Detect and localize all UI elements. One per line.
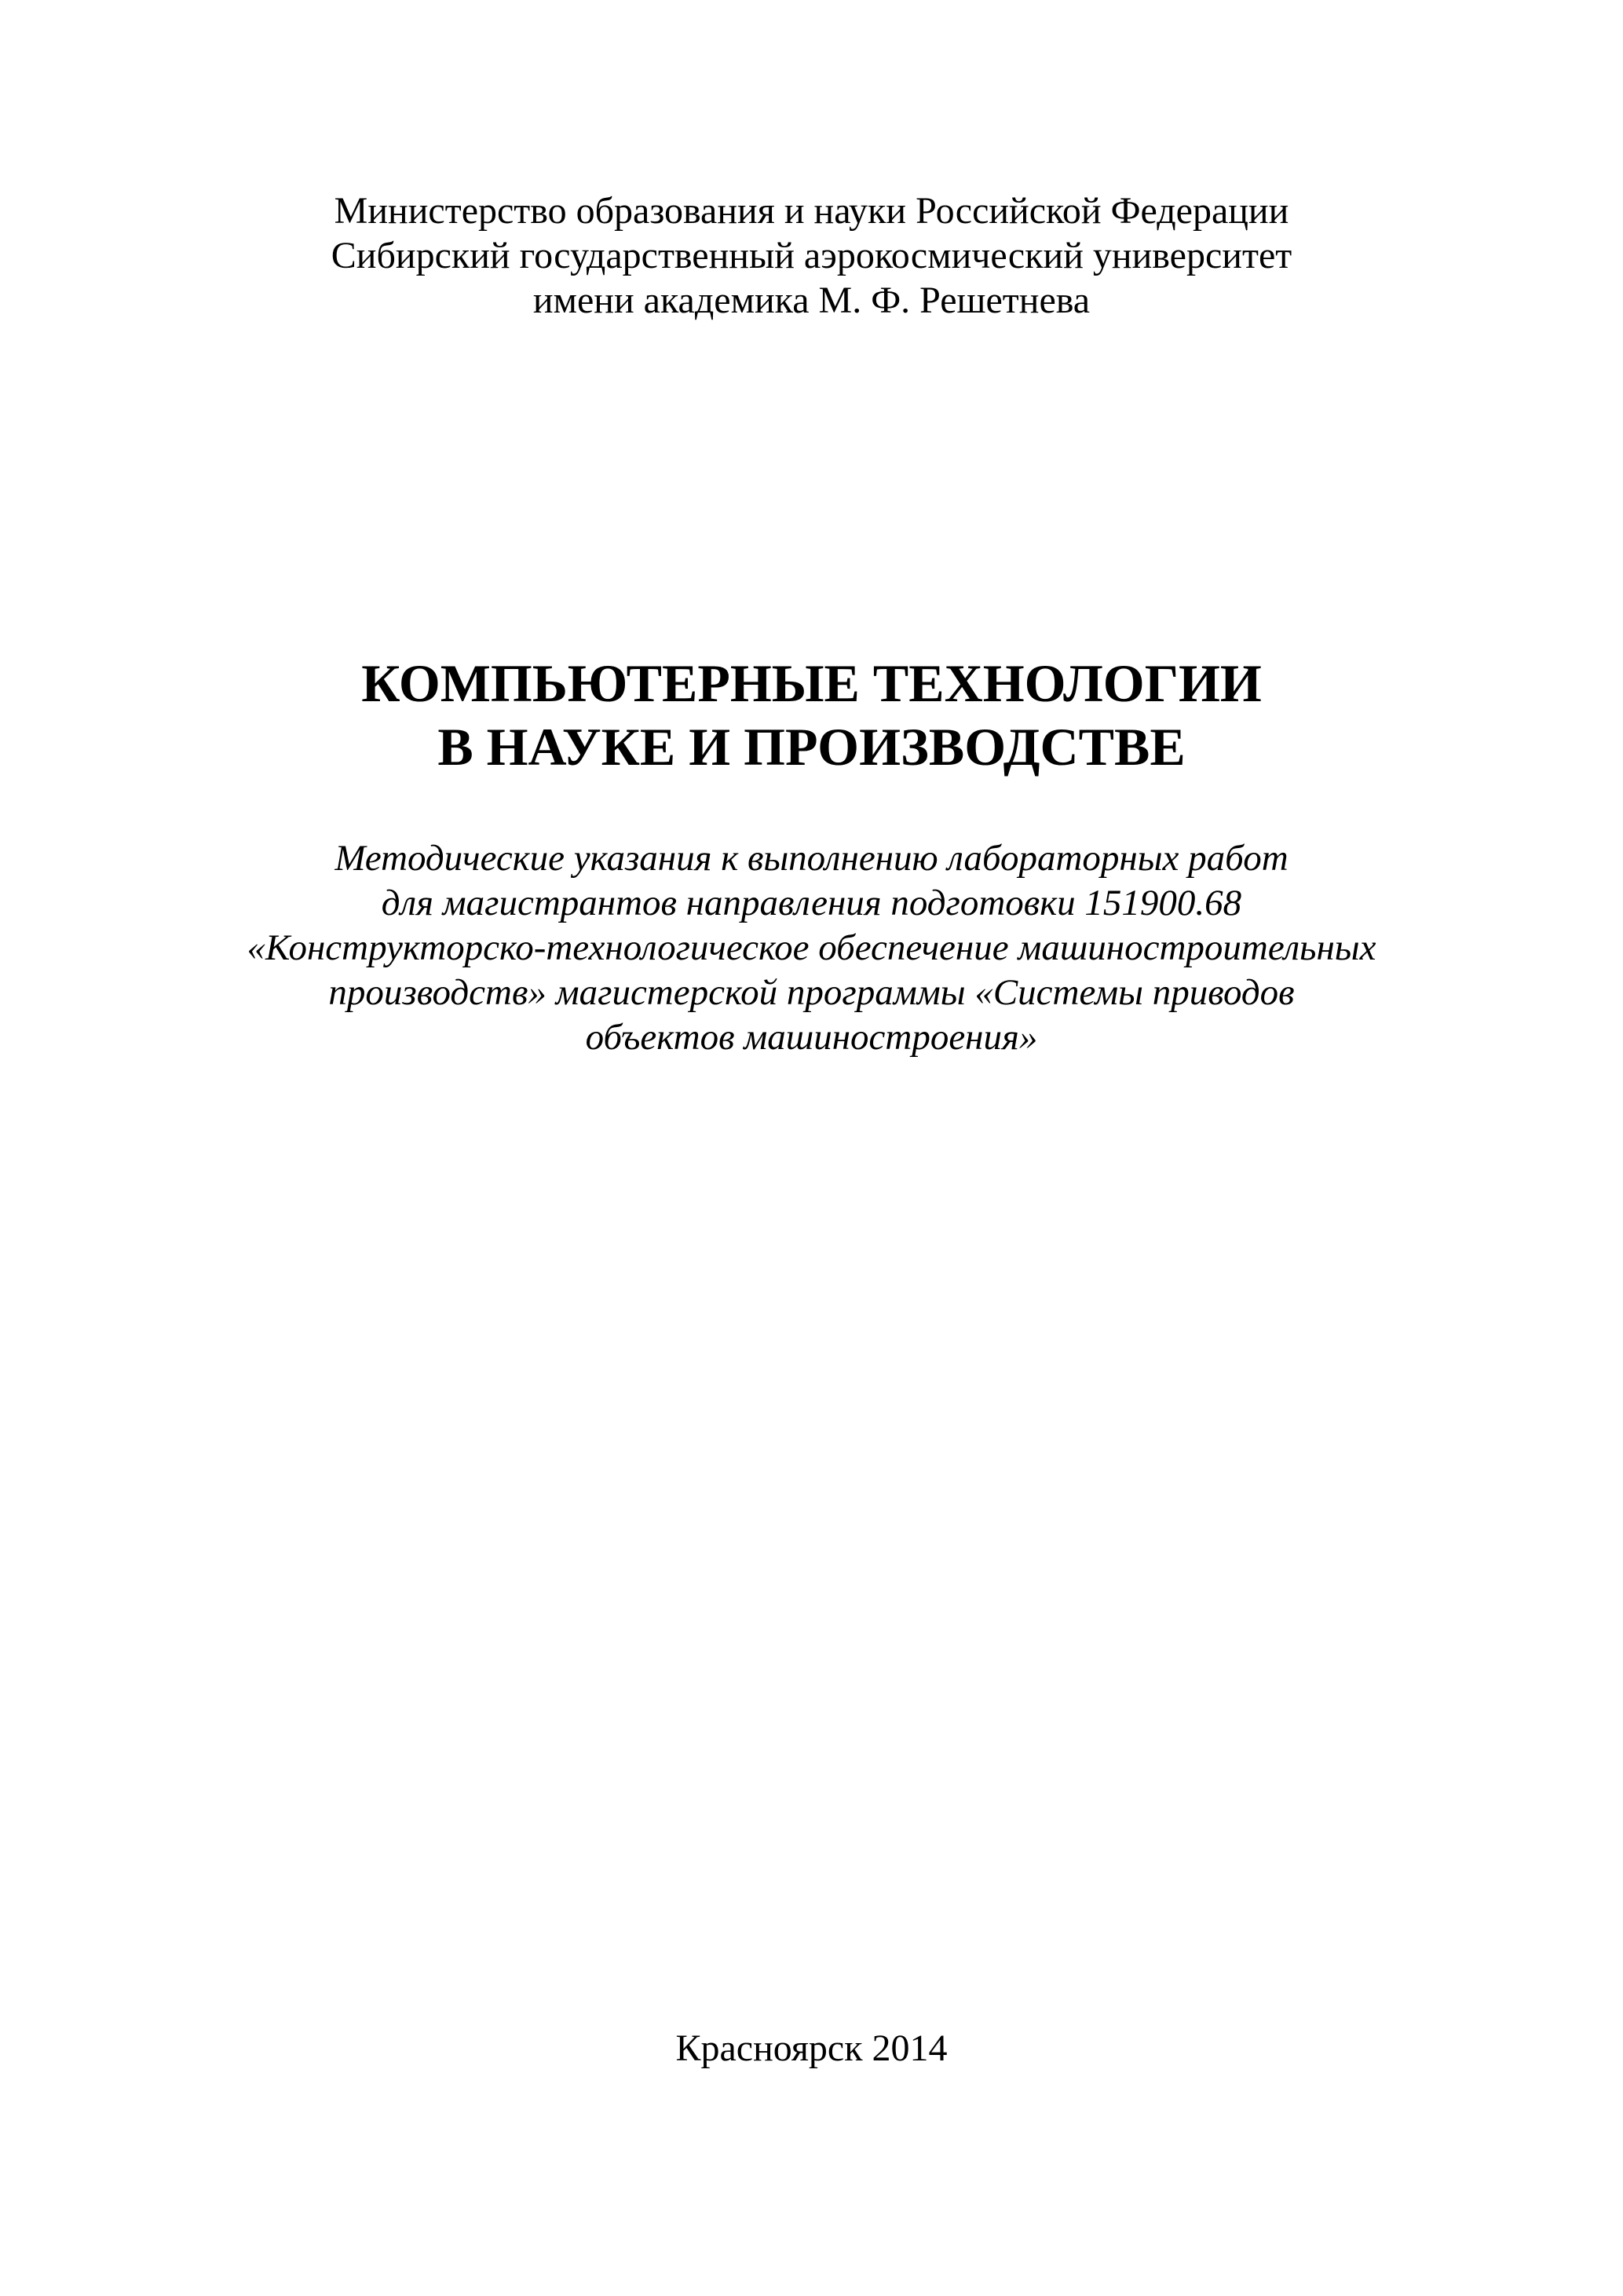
subtitle-line-5: объектов машиностроения»	[585, 1017, 1038, 1058]
university-line: Сибирский государственный аэрокосмический университет	[331, 235, 1292, 276]
subtitle-line-4: производств» магистерской программы «Системы приводов	[328, 972, 1295, 1013]
university-named-line: имени академика М. Ф. Решетнева	[532, 280, 1091, 321]
subtitle-line-2: для магистрантов направления подготовки 151900.68	[381, 883, 1242, 923]
subtitle-line-3: «Конструкторско-технологическое обеспечение машиностроительных	[247, 927, 1376, 968]
ministry-line: Министерство образования и науки Российской Федерации	[334, 190, 1289, 232]
place-year: Красноярск 2014	[675, 2027, 948, 2069]
document-title	[0, 652, 1623, 779]
institution-header	[0, 188, 1623, 323]
title-line-1: КОМПЬЮТЕРНЫЕ ТЕХНОЛОГИИ	[361, 653, 1262, 713]
subtitle-line-1: Методические указания к выполнению лабораторных работ	[334, 838, 1289, 879]
title-line-2: В НАУКЕ И ПРОИЗВОДСТВЕ	[437, 717, 1186, 777]
document-subtitle	[0, 836, 1623, 1060]
